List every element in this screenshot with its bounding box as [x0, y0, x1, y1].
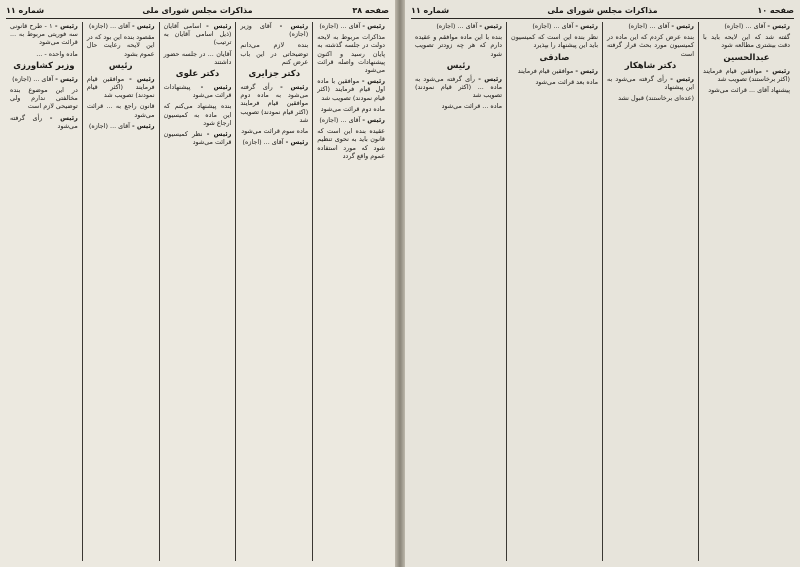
speaker-label: رئیس -: [132, 121, 155, 130]
paragraph-text: آقای ... (اجازه): [532, 22, 574, 30]
paragraph: [10, 75, 78, 83]
paragraph: [317, 22, 385, 30]
paragraph: [87, 75, 155, 100]
speaker-label: رئیس -: [765, 66, 790, 75]
paragraph: [87, 33, 155, 58]
text-column: [6, 22, 82, 561]
paragraph: [415, 22, 502, 30]
left-page-issue: شماره ۱۱: [6, 6, 45, 15]
speaker-label: رئیس -: [280, 83, 309, 92]
paragraph: [607, 94, 694, 102]
paragraph: [317, 127, 385, 160]
section-heading: دکتر جزایری: [248, 69, 301, 80]
left-page-number: صفحه ۳۸: [352, 6, 389, 15]
paragraph-text: بنده عرض کردم که این ماده در کمیسیون مورد بحث قرار گرفته است: [607, 33, 694, 58]
left-page-columns: [6, 22, 389, 561]
paragraph-text: موافقین قیام فرمایند (اکثر برخاستند) تصویب شد: [703, 66, 790, 83]
text-column: [312, 22, 389, 561]
speaker-label: رئیس -: [55, 74, 78, 83]
text-column: [411, 22, 506, 561]
paragraph: [164, 50, 232, 66]
paragraph-text: موافقین قیام فرمایند: [517, 66, 574, 75]
speaker-label: رئیس -: [285, 138, 309, 147]
section-heading: دکتر شاهکار: [624, 60, 677, 71]
paragraph-text: آقای ... (اجازه): [319, 116, 361, 125]
text-column: [159, 22, 236, 561]
paragraph: [164, 102, 232, 127]
paragraph-text: رأی گرفته می‌شود به ماده دوم موافقین قیام فرمایند (اکثر قیام نمودند) تصویب شد: [240, 83, 309, 124]
paragraph: [703, 33, 790, 49]
paragraph: [703, 22, 790, 30]
paragraph-text: (عده‌ای برخاستند) قبول نشد: [618, 94, 694, 103]
section-heading: رئیس: [108, 60, 133, 71]
paragraph: [10, 22, 78, 47]
paragraph-text: اسامی آقایان (ذیل اسامی آقایان به ترتیب): [163, 22, 232, 47]
speaker-label: رئیس -: [279, 22, 309, 30]
left-page-title: مذاکرات مجلس شورای ملی: [142, 6, 253, 15]
paragraph: [703, 67, 790, 83]
speaker-label: رئیس -: [361, 77, 385, 86]
paragraph-text: مقصود بنده این بود که در این لایحه رعایت حال عموم بشود: [86, 33, 155, 58]
right-page-title: مذاکرات مجلس شورای ملی: [547, 6, 658, 15]
left-page-header: [6, 4, 389, 19]
text-column: [235, 22, 312, 561]
paragraph-text: ماده بعد قرائت می‌شود: [535, 77, 598, 86]
paragraph-text: نظر بنده این است که کمیسیون باید این پیشنهاد را بپذیرد: [511, 33, 598, 50]
paragraph-text: آقایان ... در جلسه حضور داشتند: [163, 49, 232, 66]
speaker-label: رئیس -: [575, 22, 598, 30]
speaker-label: رئیس -: [54, 22, 78, 30]
paragraph: [415, 75, 502, 100]
paragraph: [87, 102, 155, 118]
paragraph-text: ماده سوم قرائت می‌شود: [241, 127, 309, 136]
section-heading: عبدالحسین: [723, 52, 770, 63]
paragraph: [415, 33, 502, 58]
paragraph-text: بنده پیشنهاد می‌کنم که این ماده به کمیسیون ارجاع شود: [163, 102, 232, 127]
right-page-columns: [411, 22, 794, 561]
paragraph: [317, 33, 385, 74]
section-heading: صادقی: [539, 52, 570, 63]
speaker-label: رئیس -: [129, 74, 155, 83]
speaker-label: رئیس -: [767, 22, 790, 30]
paragraph: [240, 138, 308, 146]
paragraph-text: موافقین قیام فرمایند (اکثر قیام نمودند) تصویب شد: [86, 74, 155, 100]
paragraph-text: ماده دوم قرائت می‌شود: [320, 104, 385, 113]
paragraph-text: آقای ... (اجازه): [436, 22, 478, 30]
paragraph: [415, 102, 502, 110]
paragraph-text: رأی گرفته می‌شود به ماده ... (اکثر قیام نمودند) تصویب شد: [415, 74, 502, 100]
paragraph: [607, 75, 694, 91]
speaker-label: رئیس -: [479, 22, 502, 30]
paragraph-text: در این موضوع بنده مخالفتی ندارم ولی توضیحی لازم است: [10, 86, 78, 111]
paragraph: [317, 77, 385, 102]
paragraph-text: آقای وزیر (اجازه): [240, 22, 309, 39]
text-column: [506, 22, 602, 561]
paragraph-text: آقای ... (اجازه): [724, 22, 766, 30]
paragraph: [164, 22, 232, 47]
paragraph: [87, 22, 155, 30]
paragraph-text: نظر کمیسیون قرائت می‌شود: [163, 130, 232, 147]
paragraph-text: مذاکرات مربوط به لایحه دولت در جلسه گذشته به پایان رسید و اکنون پیشنهادات واصله قرائت می‌شود: [317, 33, 385, 75]
paragraph: [10, 114, 78, 130]
paragraph-text: رأی گرفته می‌شود: [10, 113, 78, 130]
paragraph-text: قانون راجع به ... قرائت می‌شود: [86, 102, 155, 119]
speaker-label: رئیس -: [478, 74, 502, 83]
paragraph-text: موافقین با ماده اول قیام فرمایند (اکثر قیام نمودند) تصویب شد: [317, 77, 385, 102]
speaker-label: رئیس -: [132, 22, 155, 30]
paragraph: [511, 78, 598, 86]
paragraph: [10, 86, 78, 111]
paragraph: [511, 33, 598, 49]
paragraph-text: آقای ... (اجازه): [88, 22, 130, 30]
paragraph: [703, 86, 790, 94]
right-page-issue: شماره ۱۱: [411, 6, 450, 15]
section-heading: دکتر علوی: [175, 69, 220, 80]
paragraph-text: آقای ... (اجازه): [319, 22, 361, 30]
section-heading: وزیر کشاورزی: [13, 60, 75, 71]
paragraph: [240, 41, 308, 66]
paragraph: [240, 83, 308, 124]
speaker-label: رئیس -: [671, 22, 694, 30]
paragraph: [317, 116, 385, 124]
left-page: [0, 0, 395, 567]
speaker-label: رئیس -: [362, 116, 385, 125]
book-gutter: [395, 0, 405, 567]
paragraph-text: ۱ - طرح قانونی سه فوریتی مربوط به ... قرائت می‌شود: [10, 22, 78, 47]
right-page-header: [411, 4, 794, 19]
paragraph: [240, 127, 308, 135]
paragraph-text: آقای ... (اجازه): [628, 22, 670, 30]
right-page-number: صفحه ۱۰: [757, 6, 794, 15]
paragraph-text: پیشنهاد آقای ... قرائت می‌شود: [708, 86, 790, 95]
paragraph: [607, 22, 694, 30]
paragraph-text: ماده واحده - ...: [36, 49, 78, 58]
paragraph-text: رأی گرفته می‌شود به این پیشنهاد: [607, 74, 694, 92]
paragraph: [87, 122, 155, 130]
paragraph-text: پیشنهادات قرائت می‌شود: [163, 83, 232, 100]
paragraph: [511, 67, 598, 75]
text-column: [698, 22, 794, 561]
paragraph-text: گفته شد که این لایحه باید با دقت بیشتری مطالعه شود: [703, 33, 790, 50]
speaker-label: رئیس -: [206, 22, 232, 30]
text-column: [602, 22, 698, 561]
speaker-label: رئیس -: [49, 113, 78, 122]
text-column: [82, 22, 159, 561]
paragraph: [240, 22, 308, 38]
paragraph-text: بنده لازم می‌دانم توضیحاتی در این باب عرض کنم: [240, 41, 309, 66]
paragraph-text: آقای ... (اجازه): [88, 121, 130, 130]
paragraph: [164, 130, 232, 146]
paragraph: [164, 83, 232, 99]
paragraph-text: عقیده بنده این است که قانون باید به نحوی تنظیم شود که مورد استفاده عموم واقع گردد: [317, 127, 385, 160]
paragraph: [511, 22, 598, 30]
speaker-label: رئیس -: [575, 66, 598, 75]
speaker-label: رئیس -: [200, 83, 232, 92]
right-page: [405, 0, 800, 567]
paragraph: [10, 50, 78, 58]
speaker-label: رئیس -: [206, 130, 232, 139]
paragraph-text: ماده ... قرائت می‌شود: [441, 102, 502, 111]
speaker-label: رئیس -: [362, 22, 385, 30]
paragraph-text: بنده با این ماده موافقم و عقیده دارم که هر چه زودتر تصویب شود: [415, 33, 502, 58]
paragraph-text: آقای ... (اجازه): [242, 138, 284, 147]
speaker-label: رئیس -: [670, 74, 694, 83]
section-heading: رئیس: [446, 60, 471, 71]
paragraph-text: آقای ... (اجازه): [12, 74, 54, 83]
paragraph: [607, 33, 694, 58]
paragraph: [317, 105, 385, 113]
